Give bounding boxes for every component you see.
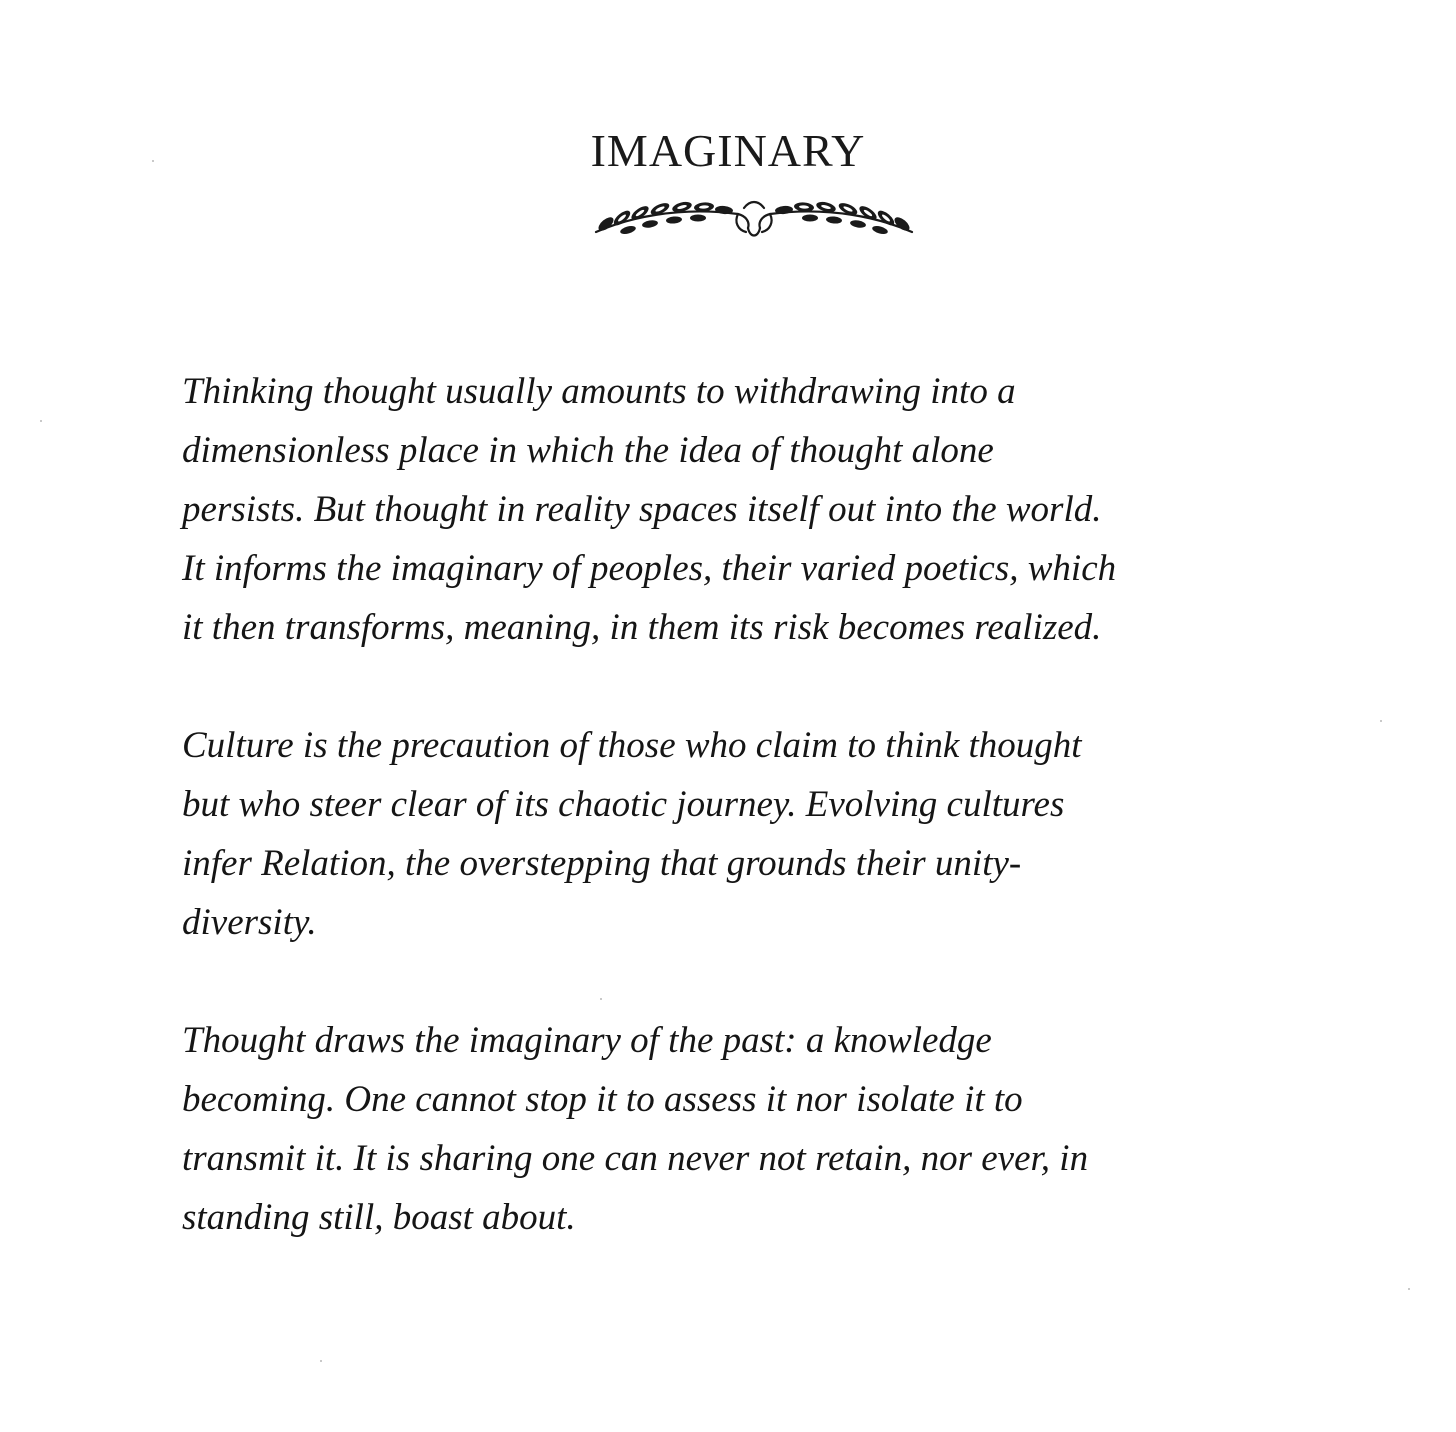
text-line: diversity. [182, 902, 317, 943]
text-line: dimensionless place in which the idea of thought alone [182, 430, 994, 471]
text-line: transmit it. It is sharing one can never not retain, nor ever, in [182, 1138, 1089, 1179]
page-title: IMAGINARY [590, 125, 866, 176]
scan-speck [1408, 1288, 1410, 1290]
paragraph [182, 716, 1362, 952]
text-line: Thought draws the imaginary of the past: a knowledge [182, 1020, 992, 1061]
text-line: but who steer clear of its chaotic journey. Evolving cultures [182, 784, 1065, 825]
scan-speck [40, 420, 42, 422]
scan-speck [152, 160, 154, 162]
body-text [182, 362, 1362, 1306]
text-line: standing still, boast about. [182, 1197, 576, 1238]
text-line: it then transforms, meaning, in them its risk becomes realized. [182, 607, 1102, 648]
paragraph [182, 362, 1362, 657]
text-line: persists. But thought in reality spaces itself out into the world. [182, 489, 1102, 530]
scan-speck [320, 1360, 322, 1362]
text-line: Culture is the precaution of those who claim to think thought [182, 725, 1082, 766]
text-line: It informs the imaginary of peoples, their varied poetics, which [182, 548, 1117, 589]
scan-speck [600, 998, 602, 1000]
text-line: Thinking thought usually amounts to withdrawing into a [182, 371, 1016, 412]
paragraph [182, 1011, 1362, 1247]
text-line: becoming. One cannot stop it to assess it nor isolate it to [182, 1079, 1023, 1120]
scan-speck [1380, 720, 1382, 722]
laurel-flourish-icon [588, 188, 920, 244]
text-line: infer Relation, the overstepping that grounds their unity- [182, 843, 1022, 884]
